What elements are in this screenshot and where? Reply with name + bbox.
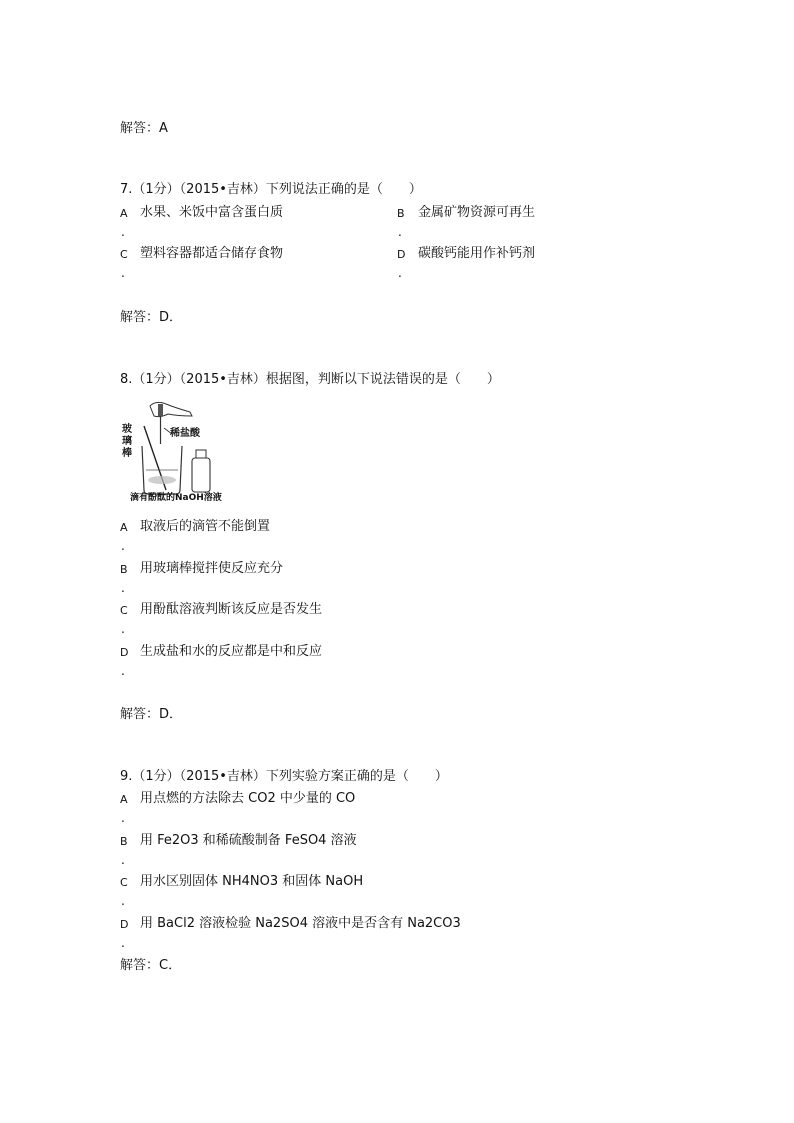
q7-option-d-letter: D	[397, 248, 406, 261]
q8-option-a-dot: .	[121, 539, 125, 553]
q7-option-b-dot: .	[398, 225, 402, 239]
q9-option-c-text: 用水区别固体 NH4NO3 和固体 NaOH	[140, 874, 364, 889]
answer-q7: 解答：D．	[120, 310, 183, 325]
label-glass-rod: 玻璃棒	[122, 424, 132, 459]
question-7-stem: 7.（1分）（2015•吉林）下列说法正确的是（ ）	[120, 182, 422, 197]
q7-option-d-dot: .	[398, 266, 402, 280]
q8-option-d-text: 生成盐和水的反应都是中和反应	[140, 644, 323, 659]
q9-option-a-text: 用点燃的方法除去 CO2 中少量的 CO	[140, 791, 356, 806]
q8-option-b-letter: B	[120, 563, 128, 576]
q9-option-a-dot: .	[121, 811, 125, 825]
q7-option-d-text: 碳酸钙能用作补钙剂	[418, 246, 536, 261]
q7-option-b-text: 金属矿物资源可再生	[418, 205, 536, 220]
q8-option-a-text: 取液后的滴管不能倒置	[140, 519, 271, 534]
q8-option-c-dot: .	[121, 622, 125, 636]
q9-option-d-letter: D	[120, 918, 129, 931]
q8-option-d-dot: .	[121, 664, 125, 678]
q9-option-b-text: 用 Fe2O3 和稀硫酸制备 FeSO4 溶液	[140, 833, 357, 848]
q9-option-d-text: 用 BaCl2 溶液检验 Na2SO4 溶液中是否含有 Na2CO3	[140, 916, 461, 931]
answer-q6: 解答：A	[120, 121, 168, 136]
q7-option-a-text: 水果、米饭中富含蛋白质	[140, 205, 284, 220]
label-naoh-solution: 滴有酚酞的NaOH溶液	[130, 493, 222, 503]
question-9-stem: 9.（1分）（2015•吉林）下列实验方案正确的是（ ）	[120, 769, 448, 784]
q7-option-b-letter: B	[397, 207, 405, 220]
q7-option-c-dot: .	[121, 266, 125, 280]
question-8-stem: 8.（1分）（2015•吉林）根据图，判断以下说法错误的是（ ）	[120, 372, 500, 387]
q9-option-b-letter: B	[120, 835, 128, 848]
q7-option-a-letter: A	[120, 207, 128, 220]
q9-option-d-dot: .	[121, 936, 125, 950]
q8-option-c-text: 用酚酞溶液判断该反应是否发生	[140, 602, 323, 617]
q8-option-a-letter: A	[120, 521, 128, 534]
q7-option-a-dot: .	[121, 225, 125, 239]
q8-option-b-text: 用玻璃棒搅拌使反应充分	[140, 561, 284, 576]
q9-option-c-letter: C	[120, 876, 128, 889]
q8-option-b-dot: .	[121, 581, 125, 595]
q8-option-d-letter: D	[120, 646, 129, 659]
experiment-figure	[120, 398, 225, 506]
q7-option-c-text: 塑料容器都适合储存食物	[140, 246, 284, 261]
answer-q9: 解答：C．	[120, 958, 182, 973]
q9-option-c-dot: .	[121, 894, 125, 908]
q9-option-b-dot: .	[121, 853, 125, 867]
q8-option-c-letter: C	[120, 604, 128, 617]
answer-q8: 解答：D．	[120, 707, 183, 722]
label-dilute-hcl: 稀盐酸	[170, 428, 200, 439]
q7-option-c-letter: C	[120, 248, 128, 261]
q9-option-a-letter: A	[120, 793, 128, 806]
